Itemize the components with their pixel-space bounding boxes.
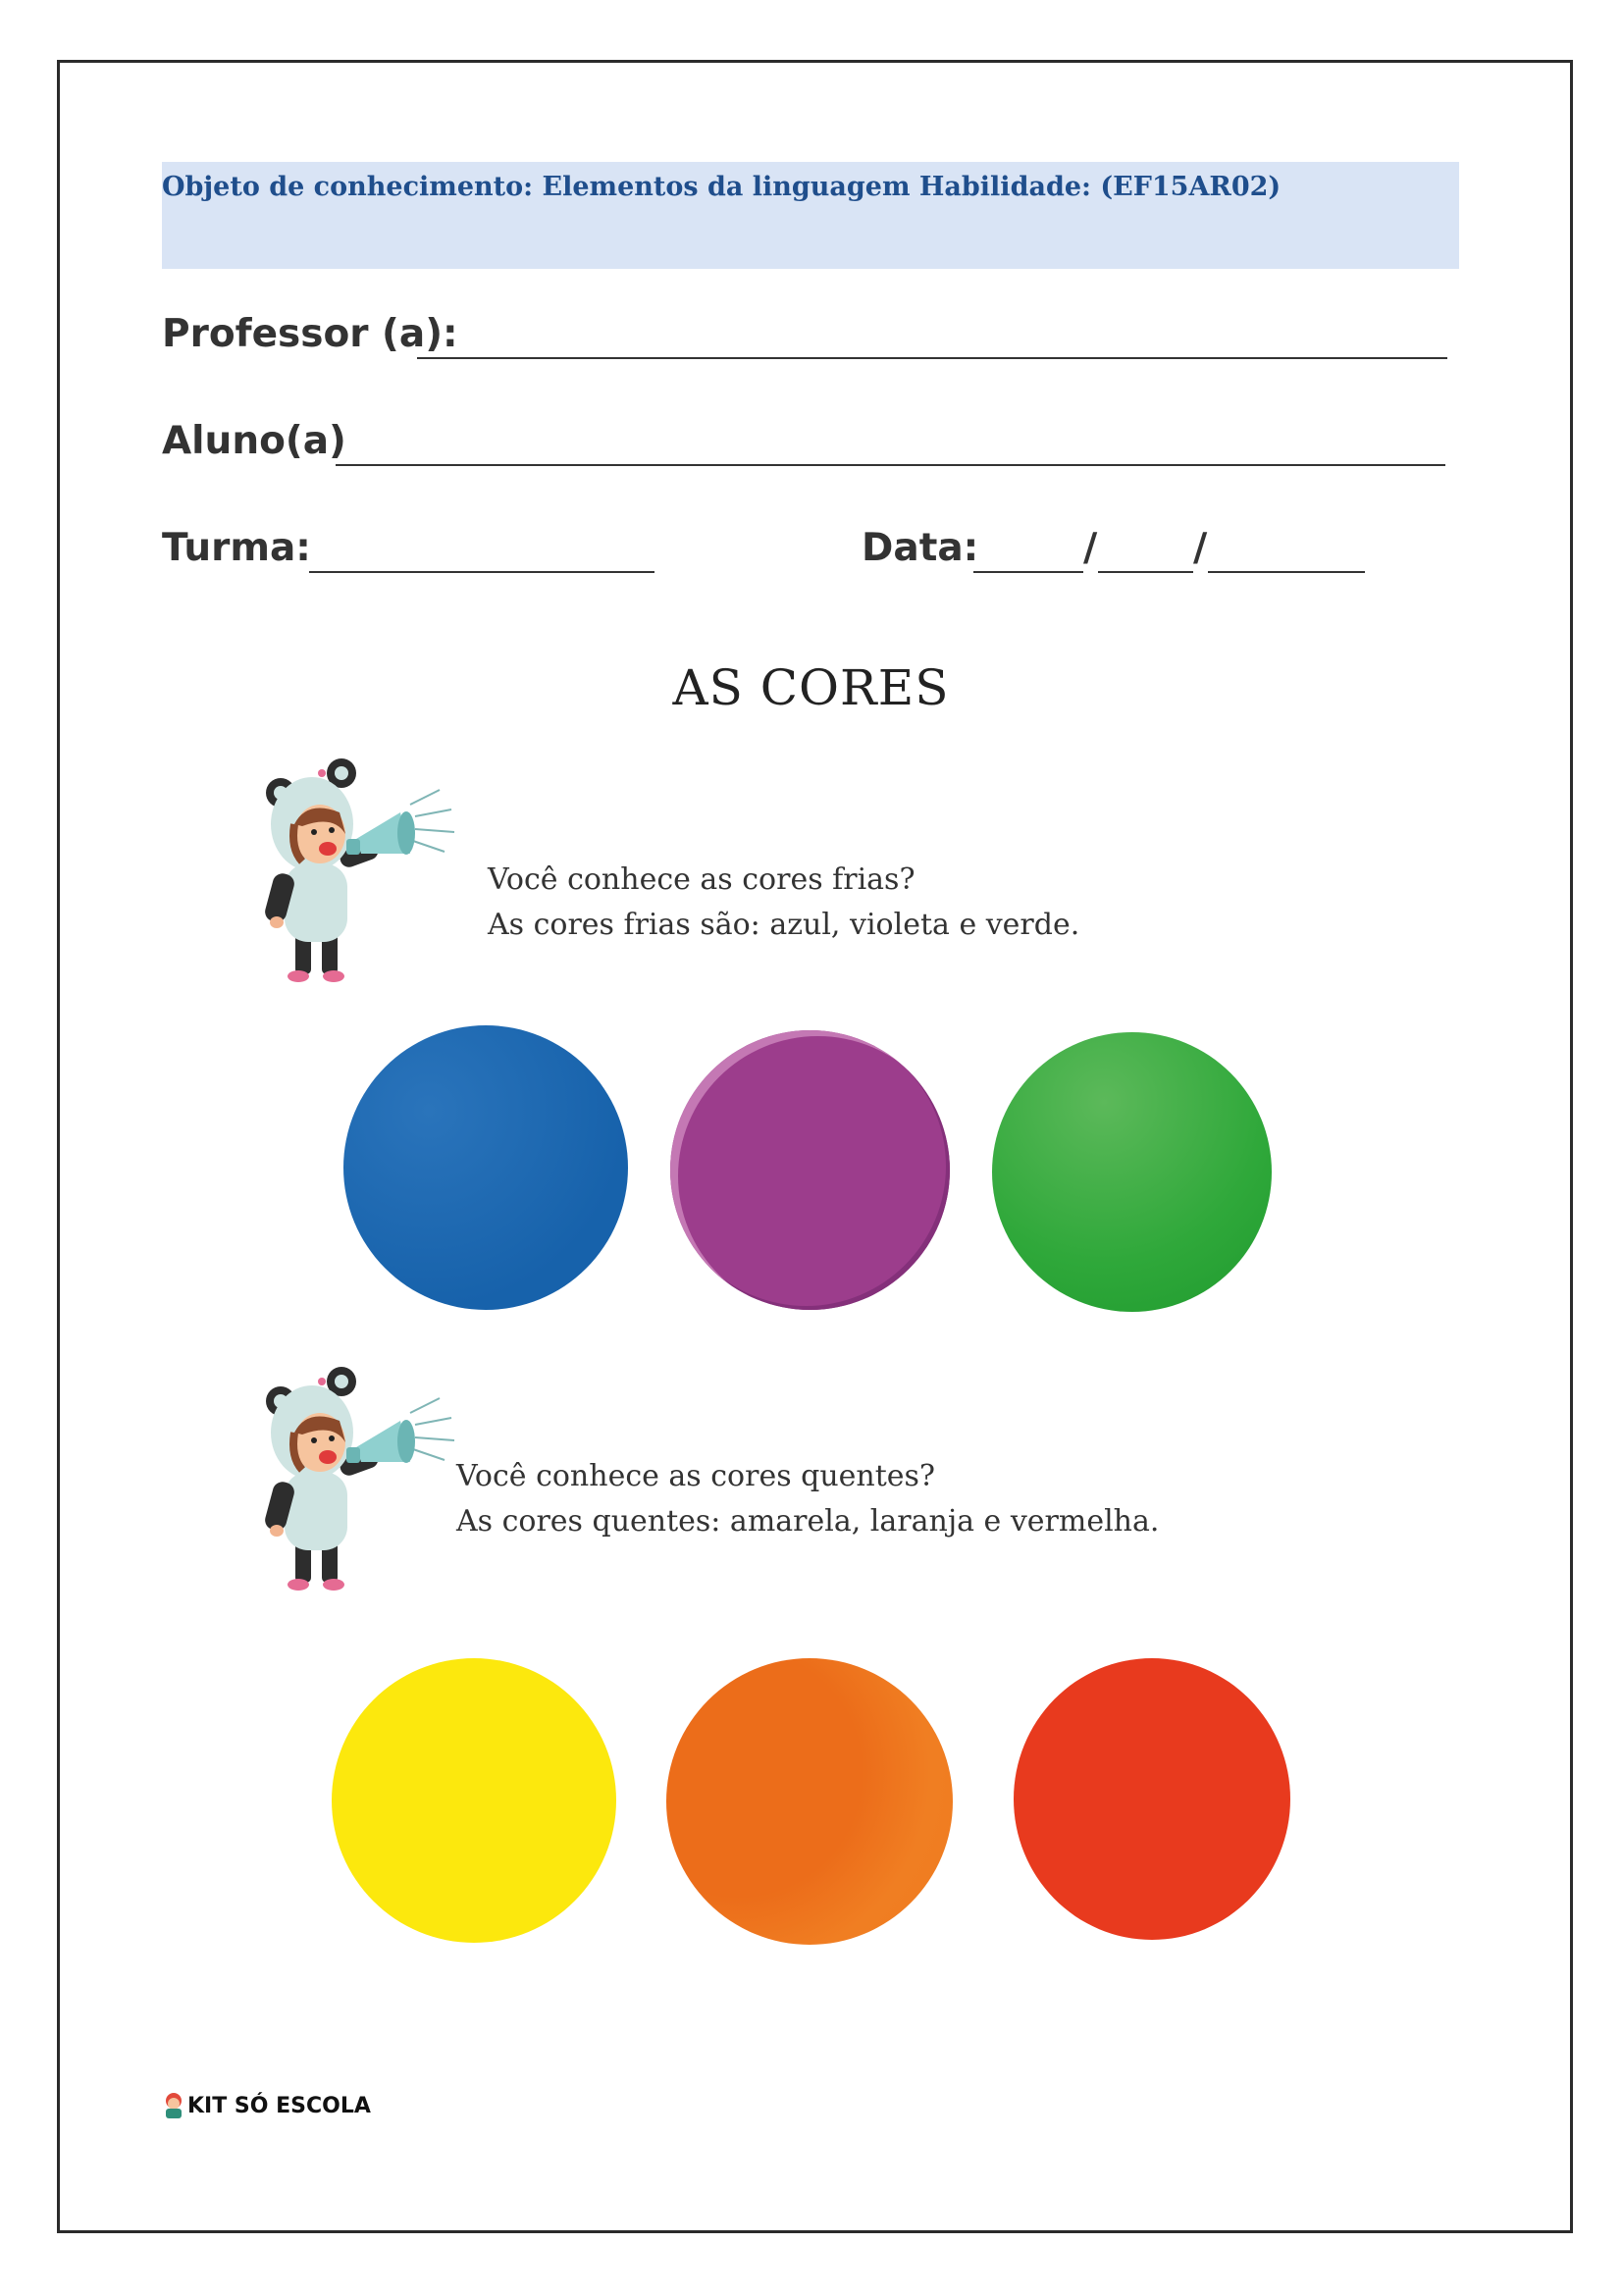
cold-colors-answer: As cores frias são: azul, violeta e verde. (488, 908, 1080, 942)
date-separator: / (1193, 526, 1208, 570)
brand-name: KIT SÓ ESCOLA (187, 2093, 371, 2118)
header-text: Objeto de conhecimento: Elementos da linguagem Habilidade: (EF15AR02) (162, 172, 1282, 202)
date-day-field[interactable] (973, 571, 1083, 573)
turma-field[interactable] (309, 571, 654, 573)
professor-label: Professor (a): (162, 312, 458, 356)
aluno-label: Aluno(a) (162, 419, 346, 463)
page-title: AS CORES (672, 659, 950, 716)
blue-circle (343, 1025, 628, 1310)
violet-circle (670, 1030, 950, 1310)
cold-colors-text (488, 858, 1079, 948)
cold-colors-question: Você conhece as cores frias? (488, 862, 916, 897)
green-circle (992, 1032, 1272, 1312)
kid-megaphone-illustration (263, 1364, 459, 1594)
aluno-field[interactable] (336, 464, 1445, 466)
date-month-field[interactable] (1098, 571, 1193, 573)
brand-logo (162, 2092, 371, 2119)
warm-colors-text (456, 1454, 1159, 1544)
date-separator: / (1083, 526, 1098, 570)
warm-colors-question: Você conhece as cores quentes? (456, 1459, 936, 1493)
turma-label: Turma: (162, 526, 311, 570)
data-label: Data: (862, 526, 979, 570)
professor-field[interactable] (417, 357, 1447, 359)
kid-logo-icon (162, 2092, 185, 2119)
date-year-field[interactable] (1208, 571, 1365, 573)
red-circle (1014, 1658, 1290, 1940)
warm-colors-answer: As cores quentes: amarela, laranja e vermelha. (456, 1504, 1160, 1539)
yellow-circle (332, 1658, 616, 1943)
orange-circle (666, 1658, 953, 1945)
kid-megaphone-illustration (263, 756, 459, 986)
